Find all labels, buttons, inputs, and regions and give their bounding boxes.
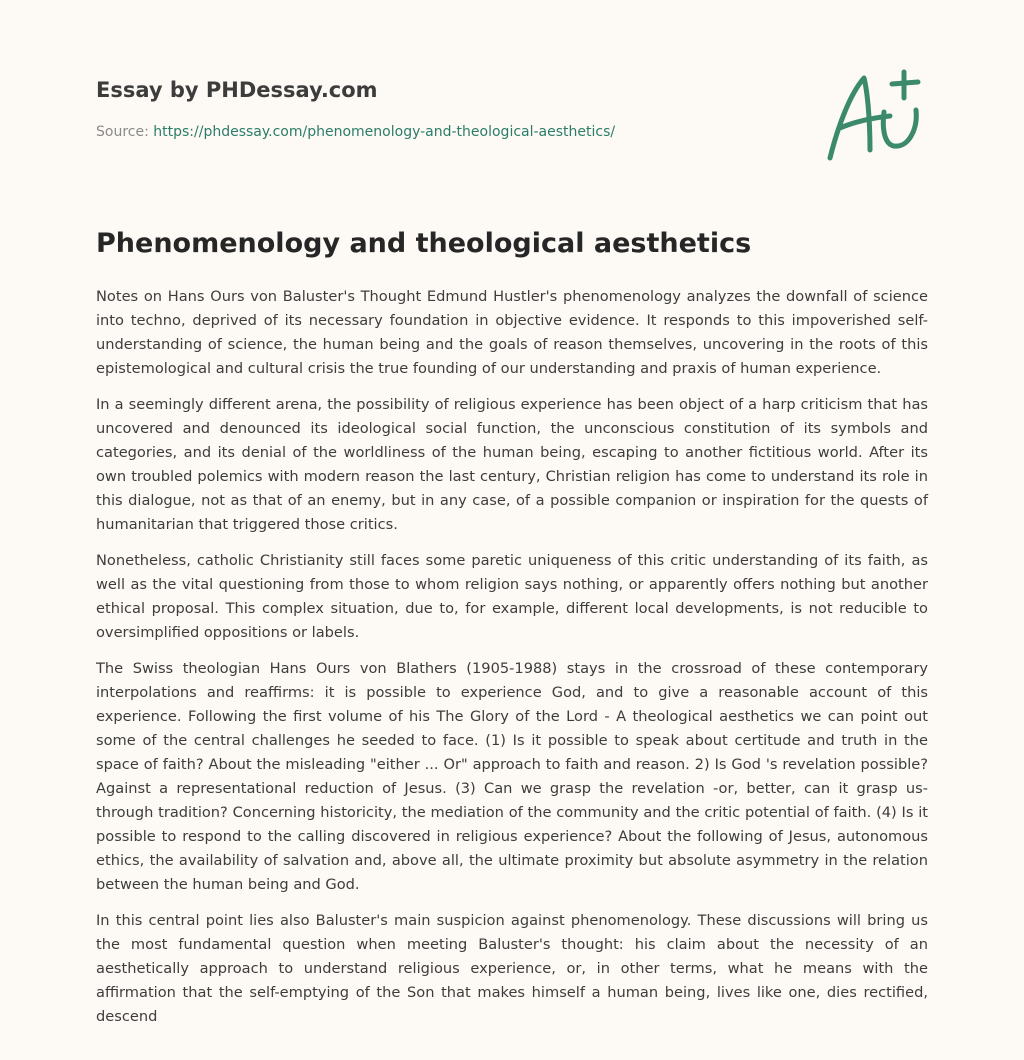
site-brand: Essay by PHDessay.com	[96, 78, 378, 102]
paragraph: In a seemingly different arena, the possibility of religious experience has been object of a harp criticism that has uncovered and denounced its ideological social function, the unconscious constitution of its symbols and categories, and its denial of the worldliness of the human being, escaping to another fictitious world. After its own troubled polemics with modern reason the last century, Christian religion has come to understand its role in this dialogue, not as that of an enemy, but in any case, of a possible companion or inspiration for the quests of humanitarian that triggered those critics.	[96, 396, 928, 533]
a-plus-logo-icon	[820, 66, 930, 166]
essay-title: Phenomenology and theological aesthetics	[96, 228, 752, 259]
paragraph: Nonetheless, catholic Christianity still faces some paretic uniqueness of this critic understanding of its faith, as well as the vital questioning from those to whom religion says nothing, or apparently offers nothing but another ethical proposal. This complex situation, due to, for example, different local developments, is not reducible to oversimplified oppositions or labels.	[96, 552, 928, 641]
paragraph: In this central point lies also Baluster's main suspicion against phenomenology. These discussions will bring us the most fundamental question when meeting Baluster's thought: his claim about the necessity of an aesthetically approach to understand religious experience, or, in other terms, what he means with the affirmation that the self-emptying of the Son that makes himself a human being, lives like one, dies rectified, descend	[96, 912, 928, 1025]
source-line	[96, 122, 716, 142]
source-label: Source:	[96, 124, 154, 140]
paragraph: The Swiss theologian Hans Ours von Blathers (1905-1988) stays in the crossroad of these contemporary interpolations and reaffirms: it is possible to experience God, and to give a reasonable account of this experience. Following the first volume of his The Glory of the Lord - A theological aesthetics we can point out some of the central challenges he seeded to face. (1) Is it possible to speak about certitude and truth in the space of faith? About the misleading "either ... Or" approach to faith and reason. 2) Is God 's revelation possible? Against a representational reduction of Jesus. (3) Can we grasp the revelation -or, better, can it grasp us- through tradition? Concerning historicity, the mediation of the community and the critic potential of faith. (4) Is it possible to respond to the calling discovered in religious experience? About the following of Jesus, autonomous ethics, the availability of salvation and, above all, the ultimate proximity but absolute asymmetry in the relation between the human being and God.	[96, 660, 928, 893]
essay-header	[96, 76, 716, 142]
essay-body	[96, 285, 928, 1041]
source-link[interactable]: https://phdessay.com/phenomenology-and-theological-aesthetics/	[153, 124, 616, 140]
paragraph: Notes on Hans Ours von Baluster's Thought Edmund Hustler's phenomenology analyzes the downfall of science into techno, deprived of its necessary foundation in objective evidence. It responds to this impoverished self-understanding of science, the human being and the goals of reason themselves, uncovering in the roots of this epistemological and cultural crisis the true founding of our understanding and praxis of human experience.	[96, 288, 928, 377]
